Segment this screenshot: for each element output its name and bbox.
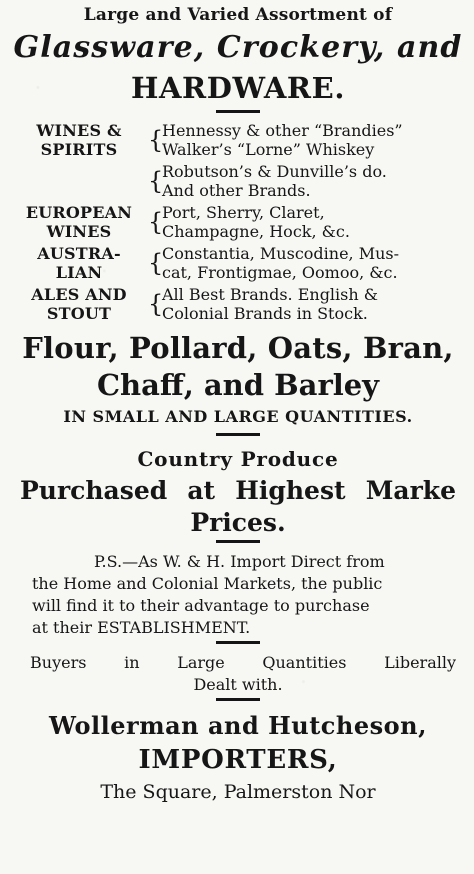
country-produce-heading: Country Produce <box>137 447 339 471</box>
ps-line-1: P.S.—As W. & H. Import Direct from <box>94 552 385 571</box>
brace-symbol: { <box>148 126 164 154</box>
firm-name: Wollerman and Hutcheson, <box>49 711 427 740</box>
ps-line-4: at their ESTABLISHMENT. <box>32 618 251 637</box>
detail-line: All Best Brands. English & <box>162 285 379 304</box>
importers-heading: IMPORTERS, <box>138 745 338 775</box>
australian-row <box>10 244 466 282</box>
section-divider <box>216 540 260 543</box>
purchased-line: Purchased at Highest Marke <box>20 476 456 505</box>
brace-symbol: { <box>148 290 164 318</box>
product-list <box>10 121 466 323</box>
hardware-heading: HARDWARE. <box>130 71 346 105</box>
buyers-line-1: Buyers in Large Quantities Liberally <box>30 653 456 672</box>
wines-spirits-details <box>162 121 466 159</box>
australian-category <box>10 244 148 282</box>
detail-line: Robutson’s & Dunville’s do. <box>162 162 387 181</box>
ales-label: ALES AND <box>31 285 127 304</box>
detail-line: Champagne, Hock, &c. <box>162 222 350 241</box>
wines-label: WINES & <box>36 121 122 140</box>
top-heading: Large and Varied Assortment of <box>83 5 393 25</box>
section-divider <box>216 110 260 113</box>
wines-spirits-category <box>10 121 148 159</box>
section-divider <box>216 641 260 644</box>
australian-details <box>162 244 466 282</box>
detail-line: And other Brands. <box>162 181 311 200</box>
ales-stout-category <box>10 285 148 323</box>
ps-line-2: the Home and Colonial Markets, the public <box>32 574 383 593</box>
ales-stout-details <box>162 285 466 323</box>
ales-stout-row <box>10 285 466 323</box>
european-label: EUROPEAN <box>25 203 133 222</box>
glassware-heading: Glassware, Crockery, and <box>13 30 463 65</box>
lian-label: LIAN <box>55 263 103 282</box>
flour-line-1: Flour, Pollard, Oats, Bran, <box>22 331 454 365</box>
buyers-line-2: Dealt with. <box>193 675 283 694</box>
address-line: The Square, Palmerston Nor <box>100 781 376 803</box>
detail-line: Hennessy & other “Brandies” <box>162 121 403 140</box>
spirits-label: SPIRITS <box>40 140 118 159</box>
european-wines-category <box>10 203 148 241</box>
wines-label: WINES <box>46 222 112 241</box>
prices-line: Prices. <box>190 508 286 537</box>
wines-spirits-row <box>10 121 466 159</box>
quantities-line: IN SMALL AND LARGE QUANTITIES. <box>63 407 413 426</box>
stout-label: STOUT <box>46 304 112 323</box>
section-divider <box>216 698 260 701</box>
european-wines-row <box>10 203 466 241</box>
austra-label: AUSTRA- <box>37 244 121 263</box>
detail-line: Colonial Brands in Stock. <box>162 304 368 323</box>
other-spirits-details <box>162 162 466 200</box>
european-wines-details <box>162 203 466 241</box>
flour-line-2: Chaff, and Barley <box>96 368 380 402</box>
section-divider <box>216 433 260 436</box>
detail-line: cat, Frontigmae, Oomoo, &c. <box>162 263 398 282</box>
brace-symbol: { <box>148 249 164 277</box>
brace-symbol: { <box>148 167 164 195</box>
detail-line: Walker’s “Lorne” Whiskey <box>162 140 375 159</box>
detail-line: Constantia, Muscodine, Mus- <box>162 244 400 263</box>
ps-line-3: will find it to their advantage to purchase <box>32 596 370 615</box>
brace-symbol: { <box>148 208 164 236</box>
detail-line: Port, Sherry, Claret, <box>162 203 325 222</box>
other-spirits-row <box>10 162 466 200</box>
